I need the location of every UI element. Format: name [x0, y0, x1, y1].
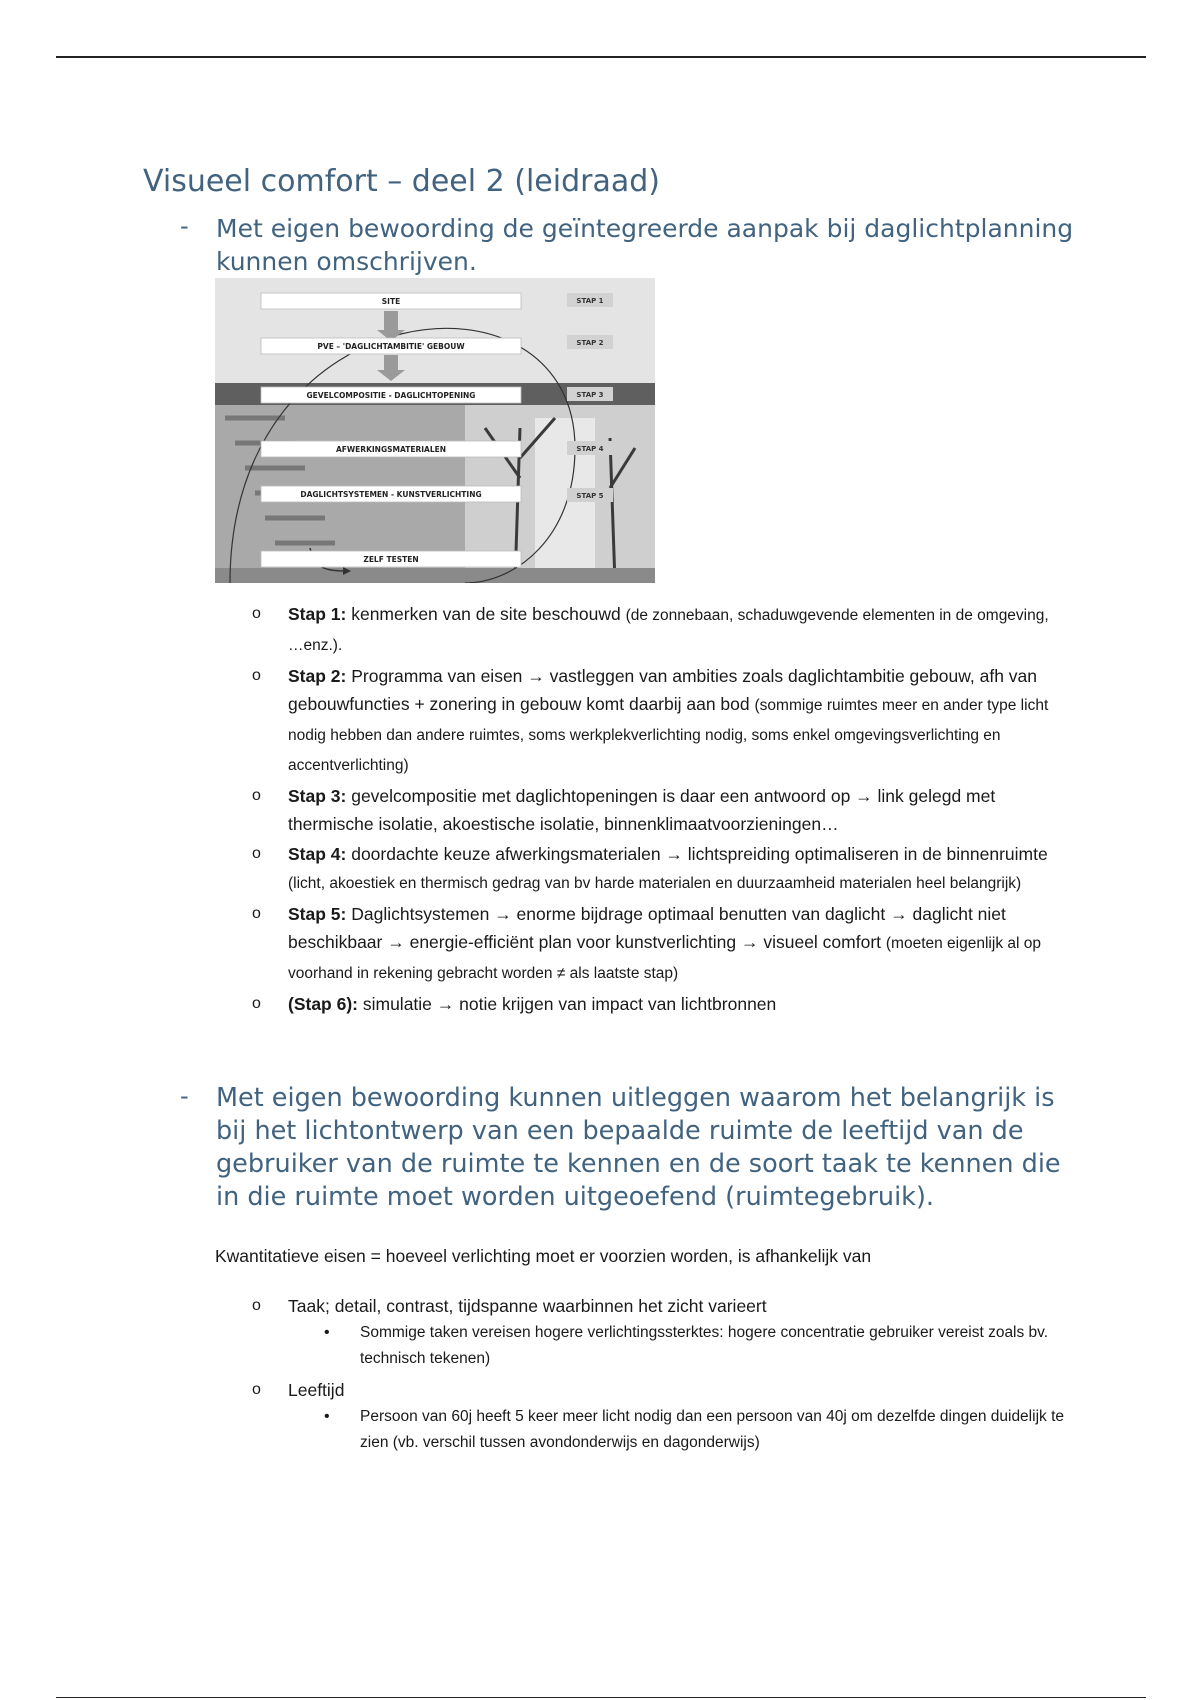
step-text: kenmerken van de site beschouwd: [346, 604, 626, 624]
box-label-daglichtsystemen: DAGLICHTSYSTEMEN - KUNSTVERLICHTING: [300, 490, 482, 499]
circle-bullet: o: [252, 845, 261, 862]
step-note: (licht, akoestiek en thermisch gedrag van bv harde materialen en duurzaamheid materialen heel belangrijk): [288, 875, 1022, 892]
circle-bullet: o: [252, 905, 261, 922]
requirement-text: Leeftijd: [288, 1380, 345, 1400]
box-label-pve: PVE – 'DAGLICHTAMBITIE' GEBOUW: [317, 342, 465, 351]
requirement-item: [238, 1376, 1078, 1456]
box-label-site: SITE: [381, 297, 401, 306]
step-note: (moeten eigenlijk al op voorhand in rekening gebracht worden ≠ als laatste stap): [288, 935, 1041, 982]
circle-bullet: o: [252, 667, 261, 684]
step-label: Stap 1:: [288, 604, 347, 624]
stage-label-2: STAP 2: [576, 339, 604, 347]
requirement-subtext: Sommige taken vereisen hogere verlichtingssterktes: hogere concentratie gebruiker vereist zoals bv. technisch tekenen): [360, 1324, 1049, 1367]
stage-label-1: STAP 1: [576, 297, 604, 305]
step-text: Programma van eisen → vastleggen van ambities zoals daglichtambitie gebouw, afh van gebouwfuncties + zonering in gebouw komt daarbij aan bod: [288, 666, 1038, 714]
requirement-item: [238, 1292, 1078, 1372]
step-label: Stap 3:: [288, 786, 347, 806]
circle-bullet: o: [252, 1297, 261, 1314]
step-item: [238, 782, 1068, 838]
bottom-rule: [56, 1697, 1146, 1698]
step-item: [238, 662, 1068, 780]
requirement-subitem: [288, 1320, 1078, 1372]
box-label-gevel: GEVELCOMPOSITIE - DAGLICHTOPENING: [306, 391, 476, 400]
requirement-subtext: Persoon van 60j heeft 5 keer meer licht nodig dan een persoon van 40j om dezelfde dingen duidelijk te zien (vb. verschil tussen avondonderwijs en dagonderwijs): [360, 1408, 1064, 1451]
page-title: Visueel comfort – deel 2 (leidraad): [143, 164, 660, 199]
step-item: [238, 990, 1068, 1018]
stage-label-5: STAP 5: [576, 492, 604, 500]
step-note: (sommige ruimtes meer en ander type licht nodig hebben dan andere ruimtes, soms werkplekverlichting nodig, soms enkel omgevingsverlichting en accentverlichting): [288, 697, 1049, 774]
box-label-zelf-testen: ZELF TESTEN: [363, 555, 419, 564]
stage-label-4: STAP 4: [576, 445, 604, 453]
step-label: Stap 4:: [288, 844, 347, 864]
dash-marker: -: [180, 1082, 189, 1110]
step-text: simulatie → notie krijgen van impact van lichtbronnen: [358, 994, 777, 1014]
step-label: (Stap 6):: [288, 994, 358, 1014]
diagram-floor: [215, 568, 655, 583]
circle-bullet: o: [252, 1381, 261, 1398]
requirements-intro: Kwantitatieve eisen = hoeveel verlichting moet er voorzien worden, is afhankelijk van: [215, 1246, 872, 1266]
section-1-heading-text: Met eigen bewoording de geïntegreerde aanpak bij daglichtplanning kunnen omschrijven.: [216, 214, 1074, 276]
dot-bullet: •: [324, 1408, 330, 1425]
circle-bullet: o: [252, 995, 261, 1012]
requirement-sublist: [288, 1404, 1078, 1456]
section-2-heading-text: Met eigen bewoording kunnen uitleggen waarom het belangrijk is bij het lichtontwerp van een bepaalde ruimte de leeftijd van de gebruiker van de ruimte te kennen en de soort taak te kennen die in die ruimte moet worden uitgeoefend (ruimtegebruik).: [216, 1083, 1061, 1212]
box-label-afwerking: AFWERKINGSMATERIALEN: [335, 445, 447, 454]
dash-marker: -: [180, 212, 189, 240]
step-note: (de zonnebaan, schaduwgevende elementen in de omgeving, …enz.).: [288, 607, 1049, 654]
step-label: Stap 5:: [288, 904, 347, 924]
step-item: [238, 840, 1068, 898]
daylight-planning-diagram: [215, 278, 655, 583]
circle-bullet: o: [252, 787, 261, 804]
steps-list: [238, 600, 1068, 1020]
circle-bullet: o: [252, 605, 261, 622]
requirement-text: Taak; detail, contrast, tijdspanne waarbinnen het zicht varieert: [288, 1296, 767, 1316]
step-text: doordachte keuze afwerkingsmaterialen → lichtspreiding optimaliseren in de binnenruimte: [346, 844, 1048, 864]
step-item: [238, 600, 1068, 660]
step-text: Daglichtsystemen → enorme bijdrage optimaal benutten van daglicht → daglicht niet beschikbaar → energie-efficiënt plan voor kunstverlichting → visueel comfort: [288, 904, 1006, 952]
requirement-sublist: [288, 1320, 1078, 1372]
stage-label-3: STAP 3: [576, 391, 604, 399]
step-text: gevelcompositie met daglichtopeningen is daar een antwoord op → link gelegd met thermische isolatie, akoestische isolatie, binnenklimaatvoorzieningen…: [288, 786, 996, 834]
step-label: Stap 2:: [288, 666, 347, 686]
diagram-svg: [215, 278, 655, 583]
top-rule: [56, 56, 1146, 58]
step-item: [238, 900, 1068, 988]
requirement-subitem: [288, 1404, 1078, 1456]
dot-bullet: •: [324, 1324, 330, 1341]
requirements-list: [238, 1292, 1078, 1460]
